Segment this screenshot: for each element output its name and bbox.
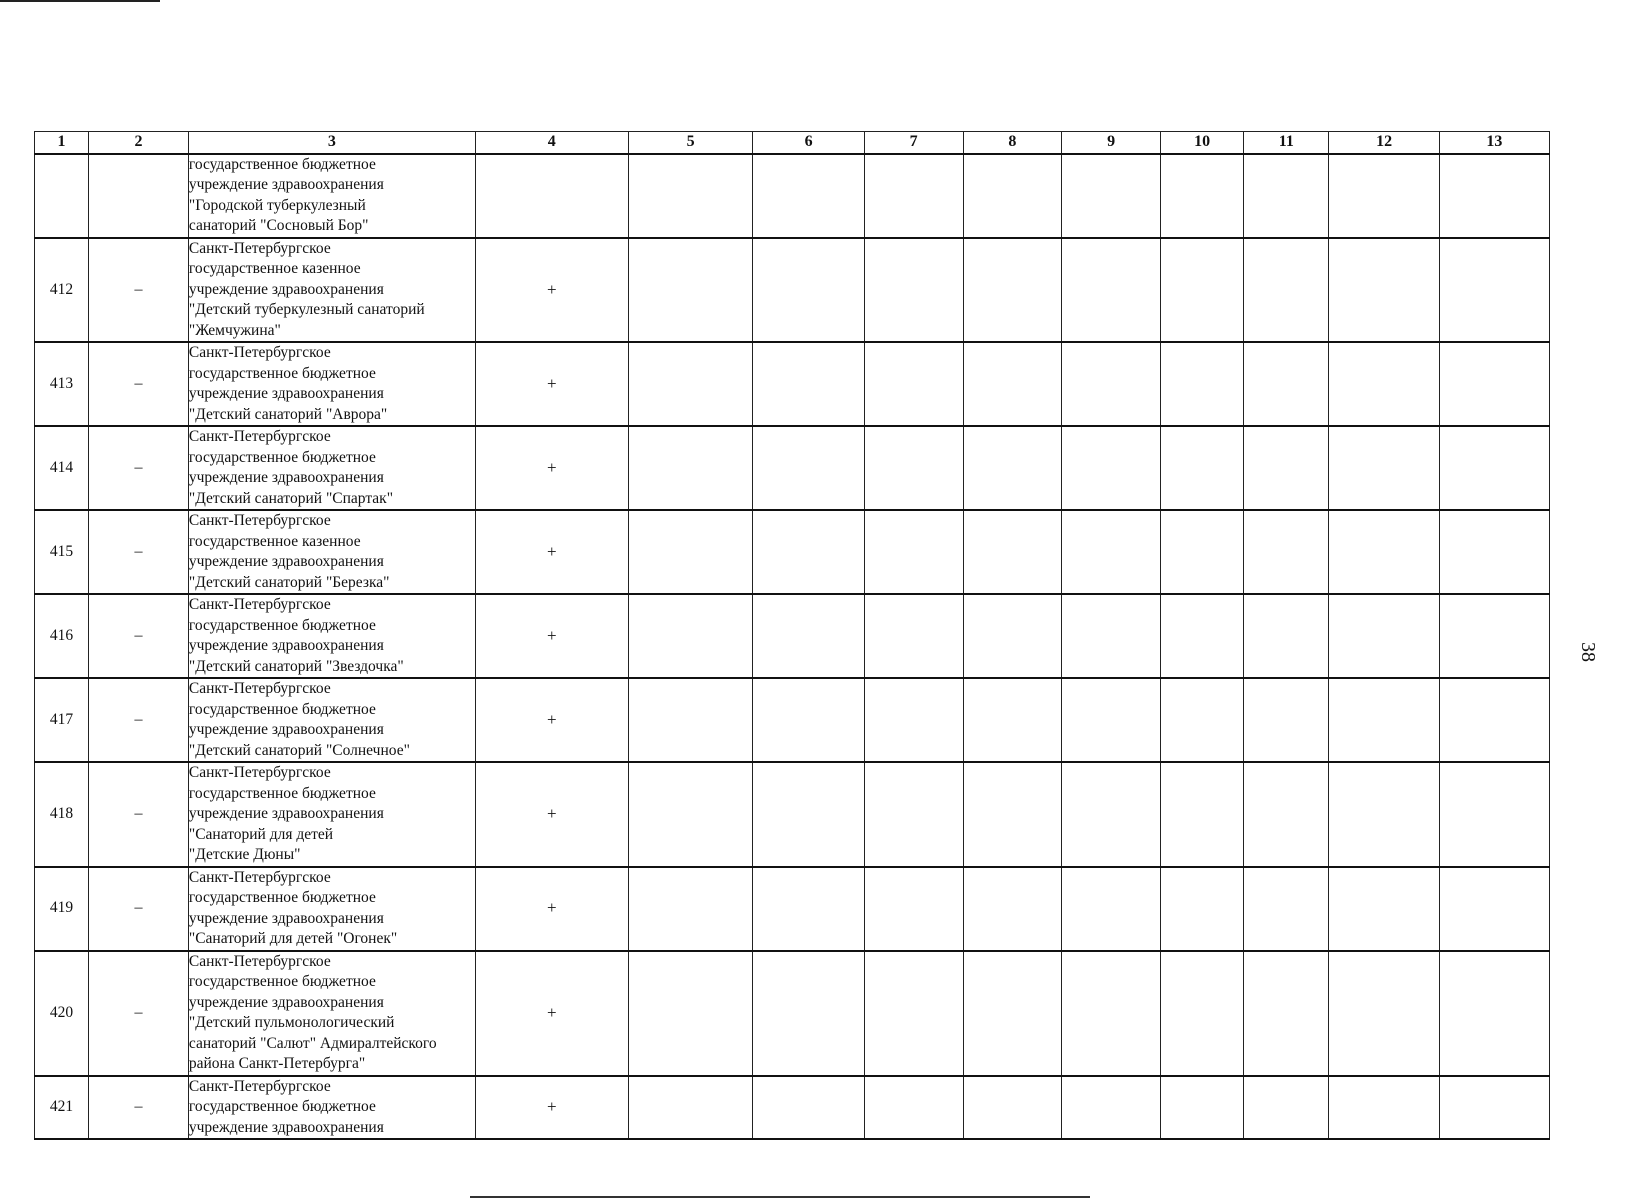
- empty-cell-col-7: [864, 426, 963, 510]
- empty-cell-col-6: [753, 867, 864, 951]
- institution-name-line: учреждение здравоохранения: [188, 805, 384, 822]
- empty-cell-col-13: [1439, 510, 1549, 594]
- empty-cell-col-8: [963, 238, 1062, 343]
- empty-cell-col-11: [1244, 594, 1329, 678]
- institution-name-line: государственное бюджетное: [188, 700, 376, 718]
- column-header-6: 6: [753, 132, 864, 154]
- empty-cell-col-10: [1161, 1076, 1244, 1140]
- column-2-value: –: [89, 762, 189, 867]
- empty-cell-col-7: [864, 867, 963, 951]
- empty-cell-col-7: [864, 951, 963, 1076]
- column-2-value: –: [89, 342, 189, 426]
- empty-cell-col-10: [1161, 426, 1244, 510]
- empty-cell-col-12: [1329, 510, 1439, 594]
- institution-name: [188, 238, 475, 343]
- empty-cell-col-7: [864, 762, 963, 867]
- empty-cell-col-7: [864, 510, 963, 594]
- empty-cell-col-5: [628, 678, 753, 762]
- empty-cell-col-5: [628, 154, 753, 238]
- table-row: [35, 762, 1550, 867]
- empty-cell-col-5: [628, 510, 753, 594]
- column-header-10: 10: [1161, 132, 1244, 154]
- empty-cell-col-8: [963, 762, 1062, 867]
- institution-name-line: "Детский санаторий "Березка": [188, 573, 390, 591]
- institution-name: [188, 342, 475, 426]
- row-number: 414: [35, 426, 89, 510]
- row-number: 412: [35, 238, 89, 343]
- institution-name-line: Санкт-Петербургское: [188, 868, 331, 886]
- column-2-value: –: [89, 594, 189, 678]
- column-4-mark: +: [475, 867, 628, 951]
- empty-cell-col-7: [864, 238, 963, 343]
- row-number: 413: [35, 342, 89, 426]
- empty-cell-col-10: [1161, 342, 1244, 426]
- institution-name-line: учреждение здравоохранения: [188, 993, 384, 1011]
- bottom-rule: [470, 1196, 1090, 1198]
- empty-cell-col-8: [963, 342, 1062, 426]
- empty-cell-col-5: [628, 238, 753, 343]
- institution-name-line: "Санаторий для детей "Огонек": [188, 930, 398, 947]
- column-4-mark: +: [475, 762, 628, 867]
- institution-name-line: "Детский санаторий "Звездочка": [188, 657, 404, 675]
- empty-cell-col-10: [1161, 867, 1244, 951]
- empty-cell-col-5: [628, 867, 753, 951]
- column-2-value: –: [89, 238, 189, 343]
- institution-name-line: "Детский санаторий "Солнечное": [188, 741, 410, 759]
- institution-name-line: учреждение здравоохранения: [188, 721, 384, 738]
- empty-cell-col-11: [1244, 342, 1329, 426]
- institution-name-line: Санкт-Петербургское: [188, 512, 331, 529]
- institution-name-line: "Детский санаторий "Спартак": [188, 489, 394, 507]
- institution-name-line: государственное бюджетное: [188, 1098, 376, 1115]
- empty-cell-col-13: [1439, 867, 1549, 951]
- institution-name-line: учреждение здравоохранения: [188, 637, 384, 654]
- top-rule: [0, 0, 160, 2]
- empty-cell-col-12: [1329, 1076, 1439, 1140]
- empty-cell-col-8: [963, 678, 1062, 762]
- institution-name-line: государственное бюджетное: [188, 889, 376, 906]
- table-row: [35, 154, 1550, 238]
- empty-cell-col-6: [753, 154, 864, 238]
- institution-name-line: государственное бюджетное: [188, 784, 376, 802]
- data-table: [34, 131, 1550, 1140]
- empty-cell-col-10: [1161, 238, 1244, 343]
- column-4-mark: +: [475, 594, 628, 678]
- column-2-value: [89, 154, 189, 238]
- institution-name-line: государственное казенное: [188, 532, 361, 550]
- row-number: 421: [35, 1076, 89, 1140]
- empty-cell-col-9: [1062, 510, 1161, 594]
- empty-cell-col-9: [1062, 426, 1161, 510]
- empty-cell-col-11: [1244, 867, 1329, 951]
- institution-name-line: учреждение здравоохранения: [188, 909, 384, 927]
- empty-cell-col-8: [963, 426, 1062, 510]
- column-2-value: –: [89, 510, 189, 594]
- table-row: [35, 678, 1550, 762]
- institution-name-line: "Детский пульмонологический: [188, 1014, 395, 1031]
- institution-name: [188, 154, 475, 238]
- column-4-mark: +: [475, 426, 628, 510]
- institution-name-line: Санкт-Петербургское: [188, 1077, 331, 1095]
- empty-cell-col-9: [1062, 762, 1161, 867]
- empty-cell-col-7: [864, 154, 963, 238]
- column-4-mark: +: [475, 342, 628, 426]
- column-header-9: 9: [1062, 132, 1161, 154]
- empty-cell-col-8: [963, 867, 1062, 951]
- institution-name-line: Санкт-Петербургское: [188, 680, 331, 697]
- empty-cell-col-5: [628, 762, 753, 867]
- row-number: 419: [35, 867, 89, 951]
- empty-cell-col-5: [628, 342, 753, 426]
- empty-cell-col-9: [1062, 678, 1161, 762]
- empty-cell-col-11: [1244, 510, 1329, 594]
- column-2-value: –: [89, 1076, 189, 1140]
- empty-cell-col-6: [753, 594, 864, 678]
- column-2-value: –: [89, 867, 189, 951]
- empty-cell-col-10: [1161, 594, 1244, 678]
- empty-cell-col-11: [1244, 951, 1329, 1076]
- empty-cell-col-11: [1244, 678, 1329, 762]
- empty-cell-col-11: [1244, 154, 1329, 238]
- empty-cell-col-8: [963, 510, 1062, 594]
- empty-cell-col-13: [1439, 951, 1549, 1076]
- institution-name-line: Санкт-Петербургское: [188, 952, 331, 970]
- column-header-1: 1: [35, 132, 89, 154]
- empty-cell-col-9: [1062, 951, 1161, 1076]
- institution-name-line: "Детский санаторий "Аврора": [188, 405, 388, 423]
- column-header-12: 12: [1329, 132, 1439, 154]
- empty-cell-col-6: [753, 238, 864, 343]
- empty-cell-col-9: [1062, 1076, 1161, 1140]
- institution-name-line: учреждение здравоохранения: [188, 385, 384, 402]
- column-4-mark: +: [475, 1076, 628, 1140]
- column-2-value: –: [89, 678, 189, 762]
- column-2-value: –: [89, 426, 189, 510]
- empty-cell-col-5: [628, 426, 753, 510]
- empty-cell-col-10: [1161, 510, 1244, 594]
- institution-name-line: государственное бюджетное: [188, 616, 376, 634]
- institution-name-line: санаторий "Салют" Адмиралтейского: [188, 1034, 437, 1052]
- institution-name-line: "Детский туберкулезный санаторий: [188, 301, 425, 318]
- column-header-11: 11: [1244, 132, 1329, 154]
- empty-cell-col-13: [1439, 594, 1549, 678]
- institution-name-line: учреждение здравоохранения: [188, 469, 384, 486]
- institution-name-line: государственное бюджетное: [188, 155, 376, 173]
- empty-cell-col-13: [1439, 342, 1549, 426]
- table-row: [35, 510, 1550, 594]
- empty-cell-col-9: [1062, 867, 1161, 951]
- empty-cell-col-13: [1439, 678, 1549, 762]
- institution-name-line: "Санаторий для детей: [188, 825, 334, 843]
- table-row: [35, 951, 1550, 1076]
- row-number: 417: [35, 678, 89, 762]
- table-row: [35, 238, 1550, 343]
- table-row: [35, 342, 1550, 426]
- empty-cell-col-12: [1329, 678, 1439, 762]
- empty-cell-col-12: [1329, 867, 1439, 951]
- column-header-3: 3: [188, 132, 475, 154]
- empty-cell-col-13: [1439, 238, 1549, 343]
- column-4-mark: +: [475, 951, 628, 1076]
- institution-name-line: учреждение здравоохранения: [188, 280, 384, 298]
- institution-name-line: Санкт-Петербургское: [188, 764, 331, 781]
- empty-cell-col-12: [1329, 762, 1439, 867]
- empty-cell-col-6: [753, 762, 864, 867]
- institution-name-line: Санкт-Петербургское: [188, 428, 331, 445]
- column-header-5: 5: [628, 132, 753, 154]
- institution-name: [188, 867, 475, 951]
- empty-cell-col-10: [1161, 951, 1244, 1076]
- empty-cell-col-7: [864, 594, 963, 678]
- empty-cell-col-10: [1161, 762, 1244, 867]
- empty-cell-col-13: [1439, 426, 1549, 510]
- institution-name-line: Санкт-Петербургское: [188, 239, 331, 257]
- column-header-2: 2: [89, 132, 189, 154]
- empty-cell-col-13: [1439, 1076, 1549, 1140]
- empty-cell-col-6: [753, 510, 864, 594]
- institution-name-line: Санкт-Петербургское: [188, 344, 331, 361]
- institution-name: [188, 1076, 475, 1140]
- column-header-7: 7: [864, 132, 963, 154]
- institution-name-line: санаторий "Сосновый Бор": [188, 217, 369, 234]
- empty-cell-col-7: [864, 342, 963, 426]
- institution-name: [188, 951, 475, 1076]
- row-number: 420: [35, 951, 89, 1076]
- institution-name-line: Санкт-Петербургское: [188, 596, 331, 613]
- column-4-mark: [475, 154, 628, 238]
- empty-cell-col-9: [1062, 594, 1161, 678]
- institution-name-line: учреждение здравоохранения: [188, 1118, 384, 1136]
- empty-cell-col-8: [963, 951, 1062, 1076]
- column-4-mark: +: [475, 510, 628, 594]
- empty-cell-col-11: [1244, 426, 1329, 510]
- column-2-value: –: [89, 951, 189, 1076]
- institution-name-line: государственное казенное: [188, 260, 361, 277]
- page-number: 38: [1577, 642, 1599, 662]
- institution-name-line: "Детские Дюны": [188, 846, 301, 863]
- empty-cell-col-9: [1062, 342, 1161, 426]
- empty-cell-col-12: [1329, 154, 1439, 238]
- column-4-mark: +: [475, 678, 628, 762]
- empty-cell-col-6: [753, 342, 864, 426]
- header-row: [35, 132, 1550, 154]
- institution-name-line: учреждение здравоохранения: [188, 176, 384, 193]
- empty-cell-col-9: [1062, 238, 1161, 343]
- empty-cell-col-12: [1329, 342, 1439, 426]
- empty-cell-col-12: [1329, 951, 1439, 1076]
- empty-cell-col-6: [753, 426, 864, 510]
- empty-cell-col-8: [963, 1076, 1062, 1140]
- table-row: [35, 594, 1550, 678]
- empty-cell-col-11: [1244, 762, 1329, 867]
- empty-cell-col-10: [1161, 154, 1244, 238]
- empty-cell-col-11: [1244, 238, 1329, 343]
- empty-cell-col-12: [1329, 594, 1439, 678]
- institution-name-line: "Городской туберкулезный: [188, 196, 366, 214]
- institution-name-line: учреждение здравоохранения: [188, 553, 384, 570]
- institution-name: [188, 762, 475, 867]
- empty-cell-col-5: [628, 594, 753, 678]
- institution-name-line: государственное бюджетное: [188, 448, 376, 466]
- table-row: [35, 867, 1550, 951]
- empty-cell-col-7: [864, 1076, 963, 1140]
- empty-cell-col-9: [1062, 154, 1161, 238]
- empty-cell-col-8: [963, 594, 1062, 678]
- institution-name: [188, 426, 475, 510]
- empty-cell-col-6: [753, 1076, 864, 1140]
- institution-name: [188, 678, 475, 762]
- empty-cell-col-13: [1439, 154, 1549, 238]
- empty-cell-col-7: [864, 678, 963, 762]
- table-row: [35, 1076, 1550, 1140]
- institution-name-line: "Жемчужина": [188, 321, 281, 339]
- empty-cell-col-6: [753, 678, 864, 762]
- empty-cell-col-5: [628, 1076, 753, 1140]
- institution-name-line: государственное бюджетное: [188, 973, 376, 990]
- empty-cell-col-6: [753, 951, 864, 1076]
- row-number: 416: [35, 594, 89, 678]
- row-number: [35, 154, 89, 238]
- row-number: 415: [35, 510, 89, 594]
- institution-name: [188, 510, 475, 594]
- institution-name-line: государственное бюджетное: [188, 364, 376, 382]
- empty-cell-col-12: [1329, 426, 1439, 510]
- empty-cell-col-8: [963, 154, 1062, 238]
- table-row: [35, 426, 1550, 510]
- column-header-8: 8: [963, 132, 1062, 154]
- empty-cell-col-13: [1439, 762, 1549, 867]
- row-number: 418: [35, 762, 89, 867]
- empty-cell-col-12: [1329, 238, 1439, 343]
- table-body: [35, 154, 1550, 1140]
- empty-cell-col-11: [1244, 1076, 1329, 1140]
- institution-name-line: района Санкт-Петербурга": [188, 1055, 366, 1072]
- column-4-mark: +: [475, 238, 628, 343]
- institution-name: [188, 594, 475, 678]
- empty-cell-col-10: [1161, 678, 1244, 762]
- column-header-4: 4: [475, 132, 628, 154]
- empty-cell-col-5: [628, 951, 753, 1076]
- column-header-13: 13: [1439, 132, 1549, 154]
